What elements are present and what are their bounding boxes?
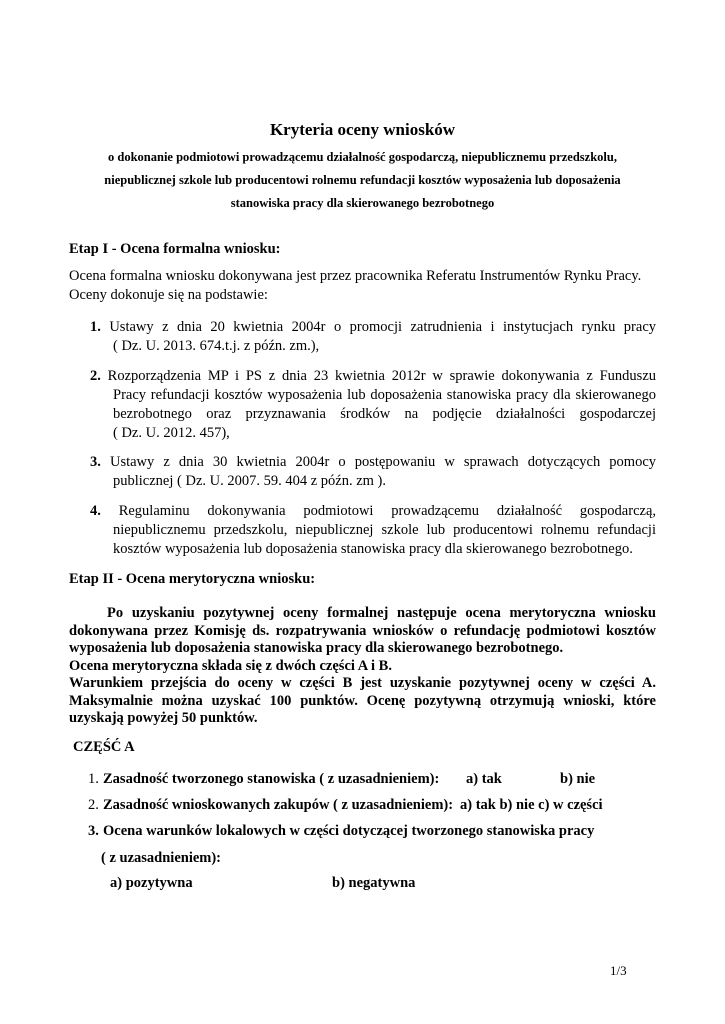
item-text: Ustawy z dnia 30 kwietnia 2004r o postępowaniu w sprawach dotyczących pomocy	[109, 454, 657, 470]
para-line: uzyskają powyżej 50 punktów.	[69, 710, 258, 726]
question-2	[88, 797, 99, 814]
para-line: Warunkiem przejścia do oceny w części B jest uzyskanie pozytywnej oceny w części A.	[69, 675, 656, 691]
item-number: 4.	[90, 503, 101, 519]
para-line: Ocena merytoryczna składa się z dwóch części A i B.	[69, 657, 392, 674]
question-number: 1	[88, 771, 96, 787]
subtitle-line-2: niepublicznej szkole lub producentowi rolnemu refundacji kosztów wyposażenia lub doposażenia	[104, 173, 621, 187]
stage2-paragraph	[69, 605, 656, 728]
question-2-options: a) tak b) nie c) w części	[460, 797, 603, 813]
legal-basis-item-4	[90, 502, 656, 559]
question-1-option-no: b) nie	[560, 771, 596, 787]
para-line: wyposażenia lub doposażenia stanowiska pracy dla skierowanego bezrobotnego.	[69, 640, 564, 656]
item-text-cont: ( Dz. U. 2012. 457),	[113, 425, 230, 441]
item-text-cont: niepublicznemu przedszkolu, niepublicznej szkole lub producentowi rolnemu refundacji	[113, 522, 656, 538]
part-a-heading: CZĘŚĆ A	[73, 739, 135, 755]
legal-basis-item-3	[90, 453, 656, 491]
item-number: 2.	[90, 368, 101, 384]
item-text-cont: bezrobotnego oraz przyznawania środków na podjęcie działalności gospodarczej	[113, 406, 656, 422]
item-text: Ustawy z dnia 20 kwietnia 2004r o promocji zatrudnienia i instytucjach rynku pracy	[109, 319, 657, 335]
stage2-heading: Etap II - Ocena merytoryczna wniosku:	[69, 571, 316, 587]
question-number-dot: .	[95, 797, 99, 813]
legal-basis-item-1	[90, 318, 656, 356]
stage1-intro-line-1: Ocena formalna wniosku dokonywana jest przez pracownika Referatu Instrumentów Rynku Pracy.	[69, 268, 642, 284]
page-number: 1/3	[610, 963, 627, 978]
subtitle-line-1: o dokonanie podmiotowi prowadzącemu działalność gospodarczą, niepublicznemu przedszkolu,	[108, 150, 617, 164]
item-number: 3.	[90, 454, 101, 470]
stage1-heading: Etap I - Ocena formalna wniosku:	[69, 241, 281, 257]
subtitle-line-3: stanowiska pracy dla skierowanego bezrobotnego	[230, 196, 495, 210]
para-line: dokonywana przez Komisję ds. rozpatrywania wniosków o refundację podmiotowi kosztów	[69, 622, 656, 639]
para-line: Po uzyskaniu pozytywnej oceny formalnej następuje ocena merytoryczna wniosku	[107, 605, 656, 621]
question-3-label-cont: ( z uzasadnieniem):	[101, 850, 222, 866]
legal-basis-item-2	[90, 367, 656, 443]
item-number: 1.	[90, 319, 101, 335]
question-number-dot: .	[95, 771, 99, 787]
item-text: Rozporządzenia MP i PS z dnia 23 kwietnia 2012r w sprawie dokonywania z Funduszu	[107, 368, 656, 384]
question-3-option-negative: b) negatywna	[332, 875, 416, 891]
question-1-label: Zasadność tworzonego stanowiska ( z uzasadnieniem):	[103, 771, 440, 787]
para-line: Maksymalnie można uzyskać 100 punktów. Ocenę pozytywną otrzymują wnioski, które	[69, 692, 656, 709]
question-3-label: Ocena warunków lokalowych w części dotyczącej tworzonego stanowiska pracy	[103, 823, 595, 839]
question-2-label: Zasadność wnioskowanych zakupów ( z uzasadnieniem):	[103, 797, 454, 813]
document-title: Kryteria oceny wniosków	[269, 120, 456, 139]
item-text: Regulaminu dokonywania podmiotowi prowadzącemu działalność gospodarczą,	[118, 503, 656, 519]
stage1-intro-line-2: Oceny dokonuje się na podstawie:	[69, 287, 268, 303]
item-text-cont: publicznej ( Dz. U. 2007. 59. 404 z późn. zm ).	[113, 473, 387, 489]
item-text-cont: kosztów wyposażenia lub doposażenia stanowiska pracy dla skierowanego bezrobotnego.	[113, 541, 633, 557]
item-text-cont: Pracy refundacji kosztów wyposażenia lub doposażenia stanowiska pracy dla skierowanego	[113, 387, 656, 403]
question-3-number: 3.	[88, 823, 99, 839]
item-text-cont: ( Dz. U. 2013. 674.t.j. z późn. zm.),	[113, 338, 320, 354]
question-3-option-positive: a) pozytywna	[110, 875, 193, 891]
question-1	[88, 771, 99, 788]
question-1-option-yes: a) tak	[466, 771, 502, 787]
question-number: 2	[88, 797, 96, 813]
